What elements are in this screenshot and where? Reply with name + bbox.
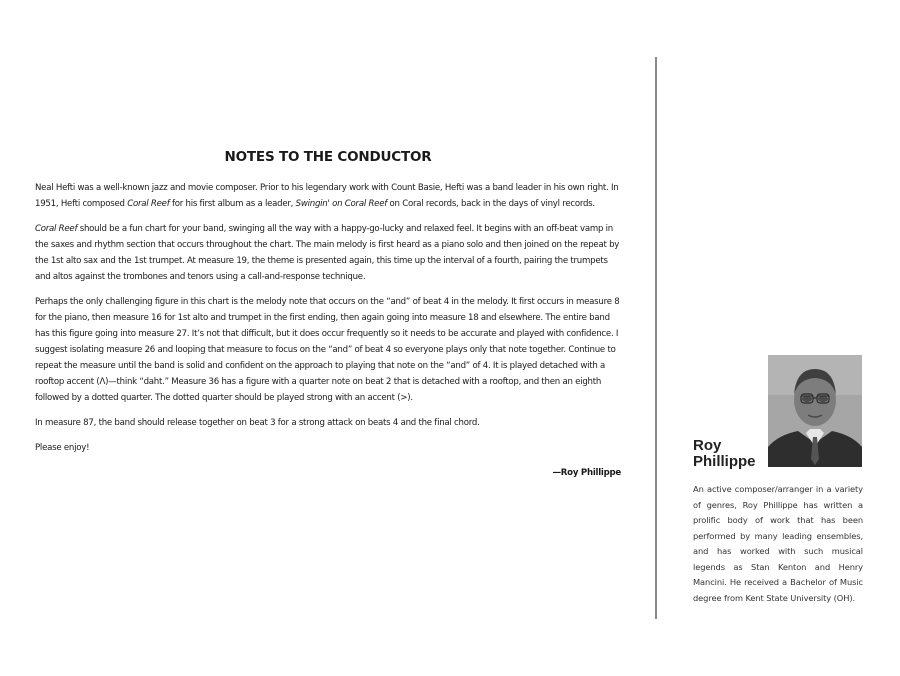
main-column bbox=[35, 148, 621, 481]
paragraph-1 bbox=[35, 180, 621, 212]
paragraph-1-text-a: Neal Hefti was a well-known jazz and movie composer. Prior to his legendary work with Count Basie, Hefti was a band leader in his own right. In 1951, Hefti composed bbox=[35, 183, 619, 209]
bio-text: An active composer/arranger in a variety of genres, Roy Phillippe has written a prolific body of work that has been performed by many leading ensembles, and has worked with such musical legends as Stan Kenton and Henry Mancini. He received a Bachelor of Music degree from Kent State University (OH). bbox=[693, 484, 863, 603]
bio-name bbox=[693, 438, 756, 470]
paragraph-1-title-coral-reef: Coral Reef bbox=[127, 199, 170, 209]
paragraph-3: Perhaps the only challenging figure in this chart is the melody note that occurs on the “and” of beat 4 in the melody. It first occurs in measure 8 for the piano, then measure 16 for 1st alto and trumpet in the first ending, then again going into measure 18 and elsewhere. The entire band has this figure going into measure 27. It’s not that difficult, but it does occur frequently so it needs to be accurate and played with confidence. I suggest isolating measure 26 and looping that measure to focus on the “and” of beat 4 so everyone plays only that note together. Continue to repeat the measure until the band is solid and confident on the approach to playing that note on the “and” of 4. It is played detached with a rooftop accent (Λ)—think “daht.” Measure 36 has a figure with a quarter note on beat 2 that is detached with a rooftop, and then an eighth followed by a dotted quarter. The dotted quarter should be played strong with an accent (>). bbox=[35, 297, 620, 403]
column-divider bbox=[655, 57, 657, 619]
author-photo bbox=[768, 355, 862, 467]
paragraph-1-text-e: on Coral records, back in the days of vinyl records. bbox=[387, 199, 595, 209]
paragraph-2-title-coral-reef: Coral Reef bbox=[35, 224, 78, 234]
paragraph-1-album-title: Swingin' on Coral Reef bbox=[295, 199, 388, 209]
paragraph-5: Please enjoy! bbox=[35, 443, 90, 453]
author-portrait-icon bbox=[768, 355, 862, 467]
paragraph-2 bbox=[35, 221, 621, 285]
page-title: NOTES TO THE CONDUCTOR bbox=[224, 149, 432, 165]
paragraph-1-text-c: for his first album as a leader, bbox=[169, 199, 296, 209]
paragraph-4: In measure 87, the band should release together on beat 3 for a strong attack on beats 4 and the final chord. bbox=[35, 418, 480, 428]
paragraph-2-text: should be a fun chart for your band, swinging all the way with a happy-go-lucky and relaxed feel. It begins with an off-beat vamp in the saxes and rhythm section that occurs throughout the chart. The main melody is first heard as a piano solo and then joined on the repeat by the 1st alto sax and the 1st trumpet. At measure 19, the theme is presented again, this time up the interval of a fourth, pairing the trumpets and altos against the trombones and tenors using a call-and-response technique. bbox=[35, 224, 620, 282]
bio-last-name: Phillippe bbox=[693, 453, 756, 470]
signature: —Roy Phillippe bbox=[552, 468, 621, 478]
bio-first-name: Roy bbox=[693, 437, 722, 454]
